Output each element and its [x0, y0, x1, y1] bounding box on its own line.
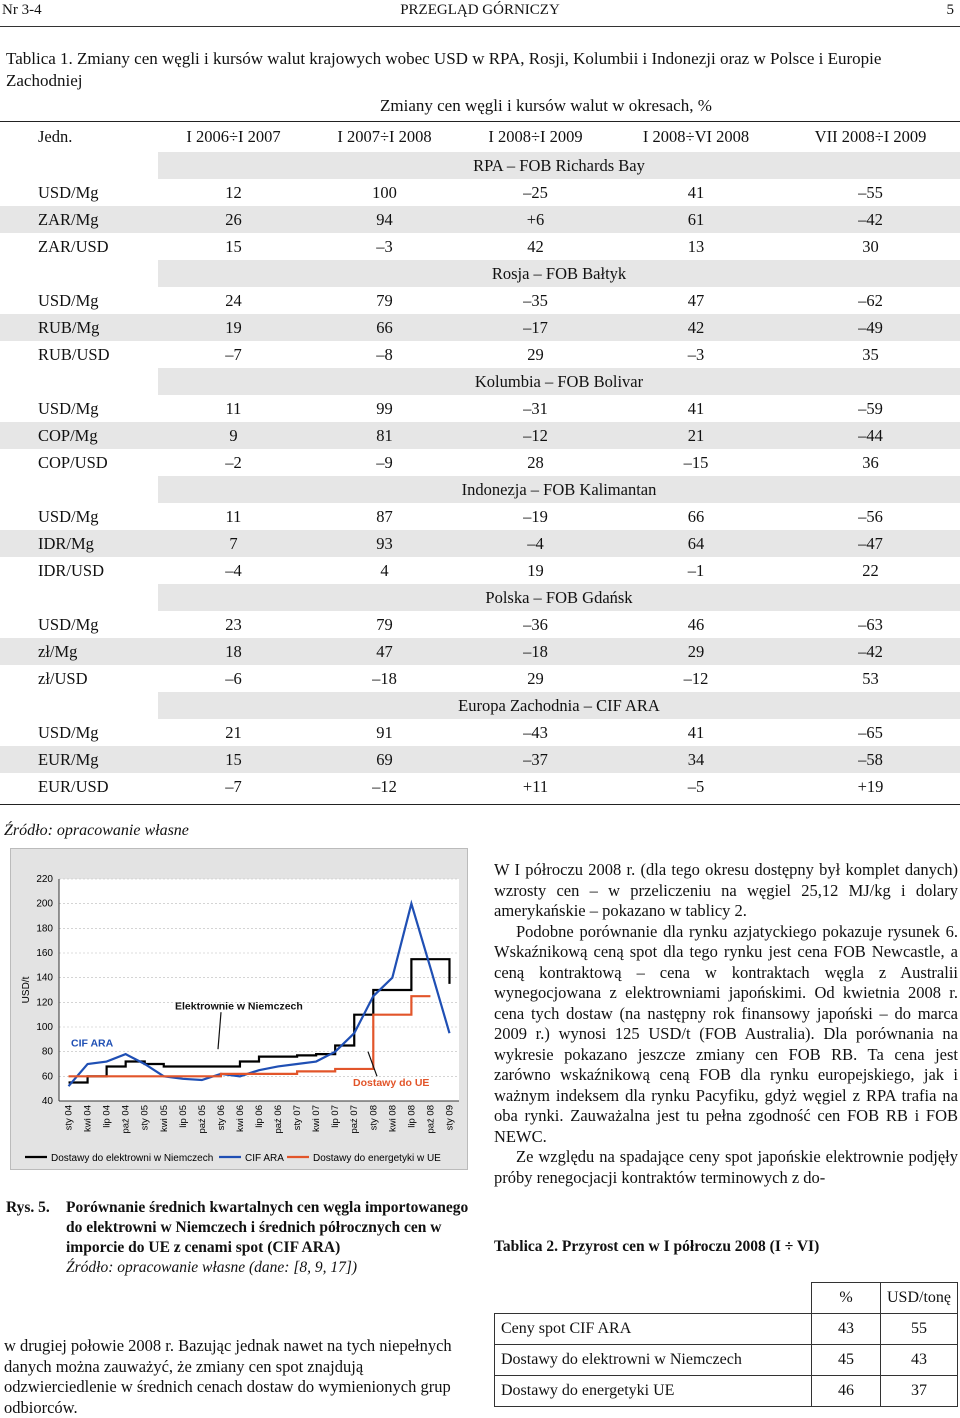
- table1-header-row: [0, 122, 960, 152]
- paragraph: W I półroczu 2008 r. (dla tego okresu dostępny był komplet danych) wzrosty cen – w przeliczeniu na węgiel 25,12 MJ/kg i dolary amerykańskie – pokazano w tablicy 2.: [494, 860, 958, 920]
- section-title: Europa Zachodnia – CIF ARA: [158, 692, 960, 719]
- cell-value: 36: [862, 452, 879, 472]
- section-spacer: [0, 260, 158, 287]
- section-row: [0, 260, 960, 287]
- table2-caption: Tablica 2. Przyrost cen w I półroczu 2008 (I ÷ VI): [494, 1238, 820, 1255]
- row-unit: USD/Mg: [38, 398, 99, 418]
- cell-value: –25: [523, 182, 548, 202]
- cell-value: +19: [857, 776, 884, 796]
- cell-value: –62: [858, 290, 883, 310]
- table2-cell: 43: [881, 1345, 958, 1376]
- cell-value: 64: [611, 530, 781, 557]
- cell-value: 15: [225, 236, 242, 256]
- cell-value: 79: [376, 614, 393, 634]
- x-tick-label: kwi 08: [387, 1105, 399, 1132]
- x-tick-label: paź 06: [273, 1105, 285, 1134]
- cell-value: –59: [858, 398, 883, 418]
- table-row: [0, 530, 960, 557]
- cell-value: 100: [372, 182, 397, 202]
- row-unit: ZAR/USD: [38, 236, 109, 256]
- cell-value: +11: [522, 776, 549, 796]
- row-unit: RUB/Mg: [0, 314, 158, 341]
- column-header: I 2006÷I 2007: [186, 127, 281, 146]
- cell-value: –7: [225, 776, 242, 796]
- x-tick-label: lip 08: [406, 1105, 418, 1128]
- table-row: [0, 746, 960, 773]
- table-row: [0, 287, 960, 314]
- table-row: [0, 422, 960, 449]
- cell-value: 81: [309, 422, 460, 449]
- cell-value: 79: [376, 290, 393, 310]
- y-tick-label: 40: [41, 1096, 53, 1107]
- cell-value: 9: [158, 422, 309, 449]
- cell-value: 47: [687, 290, 705, 310]
- cell-value: 91: [376, 722, 393, 742]
- cell-value: 12: [225, 182, 242, 202]
- cell-value: 30: [862, 236, 879, 256]
- cell-value: 99: [376, 398, 393, 418]
- table-row: [0, 206, 960, 233]
- page-issue: Nr 3-4: [2, 2, 42, 18]
- cell-value: 15: [158, 746, 309, 773]
- x-tick-label: sty 05: [139, 1105, 151, 1131]
- cell-value: 42: [527, 236, 544, 256]
- table2-cell: 43: [812, 1314, 881, 1345]
- section-spacer: [0, 152, 158, 179]
- cell-value: 29: [611, 638, 781, 665]
- cell-value: –31: [523, 398, 548, 418]
- x-tick-label: lip 04: [101, 1105, 113, 1128]
- x-tick-label: sty 04: [63, 1105, 75, 1131]
- row-unit: USD/Mg: [38, 614, 99, 634]
- x-tick-label: sty 09: [444, 1105, 456, 1131]
- cell-value: –17: [460, 314, 611, 341]
- cell-value: –4: [460, 530, 611, 557]
- cell-value: 53: [862, 668, 879, 688]
- x-tick-label: kwi 06: [234, 1105, 246, 1132]
- cell-value: –63: [858, 614, 883, 634]
- section-title: Polska – FOB Gdańsk: [158, 584, 960, 611]
- cell-value: 18: [158, 638, 309, 665]
- left-paragraph: w drugiej połowie 2008 r. Bazując jednak nawet na tych niepełnych danych można zauważyć, że zmiany cen spot znajdują odzwierciedlenie w średnich cenach dostaw do wymienionych grup odbiorców.: [4, 1336, 452, 1417]
- y-tick-label: 140: [36, 972, 53, 984]
- table-row: [0, 233, 960, 260]
- figure-source: Źródło: opracowanie własne (dane: [8, 9, 17]): [66, 1259, 358, 1276]
- cell-value: 21: [225, 722, 242, 742]
- cell-value: –58: [781, 746, 960, 773]
- cell-value: 94: [309, 206, 460, 233]
- cell-value: 41: [687, 182, 705, 202]
- cell-value: –3: [376, 236, 393, 256]
- table2-cell: Dostawy do energetyki UE: [495, 1376, 812, 1407]
- cell-value: 46: [687, 614, 705, 634]
- section-row: [0, 368, 960, 395]
- table-row: [0, 638, 960, 665]
- x-tick-label: paź 08: [425, 1105, 437, 1134]
- y-tick-label: 120: [36, 997, 53, 1009]
- section-row: [0, 584, 960, 611]
- paragraph: Ze względu na spadające ceny spot japońskie elektrownie podjęły próby renegocjacji kontraktów terminowych z do-: [494, 1147, 958, 1187]
- annotation-eu: Dostawy do UE: [353, 1077, 430, 1090]
- row-unit: RUB/USD: [38, 344, 110, 364]
- table-row: [0, 719, 960, 746]
- section-spacer: [0, 692, 158, 719]
- table1-bottom-rule: [0, 804, 960, 805]
- table-row: [0, 557, 960, 584]
- x-tick-label: paź 05: [196, 1105, 208, 1134]
- cell-value: 34: [611, 746, 781, 773]
- cell-value: 29: [527, 668, 544, 688]
- right-column-text: [494, 860, 958, 1188]
- cell-value: –55: [858, 182, 883, 202]
- cell-value: 24: [225, 290, 242, 310]
- cell-value: –15: [683, 452, 709, 472]
- row-unit: EUR/Mg: [0, 746, 158, 773]
- cell-value: 22: [862, 560, 879, 580]
- table2-row: [495, 1314, 958, 1345]
- y-tick-label: 80: [41, 1046, 53, 1058]
- cell-value: 41: [687, 398, 705, 418]
- cell-value: –3: [687, 344, 705, 364]
- section-spacer: [0, 476, 158, 503]
- y-tick-label: 60: [41, 1071, 53, 1083]
- row-unit: ZAR/Mg: [0, 206, 158, 233]
- x-tick-label: sty 08: [368, 1105, 380, 1131]
- cell-value: –49: [781, 314, 960, 341]
- page-number: 5: [946, 2, 954, 18]
- column-header: I 2008÷VI 2008: [642, 127, 750, 146]
- cell-value: –35: [523, 290, 548, 310]
- table1-source: Źródło: opracowanie własne: [4, 822, 189, 839]
- table2-cell: Dostawy do elektrowni w Niemczech: [495, 1345, 812, 1376]
- y-tick-label: 100: [36, 1022, 53, 1033]
- legend-label: Dostawy do elektrowni w Niemczech: [51, 1153, 214, 1164]
- x-tick-label: sty 07: [292, 1105, 304, 1131]
- column-header: VII 2008÷I 2009: [814, 127, 927, 146]
- cell-value: +6: [460, 206, 611, 233]
- chart-canvas: [11, 849, 467, 1169]
- section-title: RPA – FOB Richards Bay: [158, 152, 960, 179]
- cell-value: 4: [380, 560, 389, 580]
- cell-value: –42: [781, 638, 960, 665]
- row-unit: USD/Mg: [38, 722, 99, 742]
- cell-value: –18: [460, 638, 611, 665]
- cell-value: 7: [158, 530, 309, 557]
- cell-value: –42: [781, 206, 960, 233]
- cell-value: –56: [858, 506, 883, 526]
- cell-value: 61: [611, 206, 781, 233]
- table2-cell: 37: [881, 1376, 958, 1407]
- row-unit: zł/USD: [38, 668, 88, 688]
- section-title: Kolumbia – FOB Bolivar: [158, 368, 960, 395]
- cell-value: 66: [309, 314, 460, 341]
- y-tick-label: 180: [36, 923, 53, 935]
- table-row: [0, 449, 960, 476]
- figure-label: Rys. 5.: [6, 1199, 50, 1216]
- x-tick-label: lip 05: [177, 1105, 189, 1128]
- cell-value: 41: [687, 722, 705, 742]
- legend-label: Dostawy do energetyki w UE: [313, 1153, 441, 1164]
- table-row: [0, 341, 960, 368]
- cell-value: –12: [460, 422, 611, 449]
- annotation-cif-ara: CIF ARA: [71, 1037, 114, 1050]
- section-row: [0, 152, 960, 179]
- cell-value: 28: [527, 452, 544, 472]
- row-unit: COP/USD: [38, 452, 108, 472]
- cell-value: 42: [611, 314, 781, 341]
- table2-corner: [495, 1283, 812, 1314]
- cell-value: 69: [309, 746, 460, 773]
- table-row: [0, 395, 960, 422]
- x-tick-label: kwi 04: [82, 1105, 94, 1132]
- cell-value: –37: [460, 746, 611, 773]
- header-rule: [0, 26, 960, 27]
- cell-value: 19: [527, 560, 544, 580]
- table-row: [0, 611, 960, 638]
- row-unit: USD/Mg: [38, 506, 99, 526]
- cell-value: –2: [225, 452, 242, 472]
- price-chart: [10, 848, 468, 1170]
- cell-value: 93: [309, 530, 460, 557]
- table2-cell: 46: [812, 1376, 881, 1407]
- table2-cell: Ceny spot CIF ARA: [495, 1314, 812, 1345]
- cell-value: 13: [687, 236, 705, 256]
- cell-value: –36: [523, 614, 548, 634]
- y-tick-label: 220: [36, 874, 53, 885]
- cell-value: 66: [687, 506, 705, 526]
- x-tick-label: paź 07: [349, 1105, 361, 1134]
- x-tick-label: lip 06: [254, 1105, 265, 1128]
- table2: [494, 1282, 958, 1407]
- legend-label: CIF ARA: [245, 1153, 284, 1164]
- section-row: [0, 692, 960, 719]
- table1-column-group: Zmiany cen węgli i kursów walut w okresach, %: [380, 96, 712, 115]
- cell-value: –19: [523, 506, 548, 526]
- cell-value: 29: [527, 344, 544, 364]
- row-unit: USD/Mg: [38, 182, 99, 202]
- y-tick-label: 160: [36, 948, 53, 959]
- table2-cell: 55: [881, 1314, 958, 1345]
- table2-header: %: [812, 1283, 881, 1314]
- column-header: I 2007÷I 2008: [337, 127, 432, 146]
- cell-value: –12: [372, 776, 397, 796]
- annotation-germany: Elektrownie w Niemczech: [175, 1000, 303, 1013]
- figure-title: Porównanie średnich kwartalnych cen węgla importowanego do elektrowni w Niemczech i średnich półrocznych cen w imporcie do UE z cenami spot (CIF ARA): [66, 1199, 469, 1256]
- cell-value: 26: [158, 206, 309, 233]
- cell-value: –1: [687, 560, 705, 580]
- cell-value: –9: [376, 452, 393, 472]
- cell-value: –6: [225, 668, 242, 688]
- cell-value: –5: [687, 776, 705, 796]
- section-title: Rosja – FOB Bałtyk: [158, 260, 960, 287]
- table1-caption: Tablica 1. Zmiany cen węgli i kursów walut krajowych wobec USD w RPA, Rosji, Kolumbii i Indonezji oraz w Polsce i Europie Zachodniej: [6, 49, 882, 90]
- cell-value: 19: [158, 314, 309, 341]
- table1: [0, 122, 960, 800]
- row-unit: EUR/USD: [38, 776, 109, 796]
- x-tick-label: sty 06: [215, 1105, 227, 1131]
- section-row: [0, 476, 960, 503]
- table-row: [0, 179, 960, 206]
- cell-value: –7: [225, 344, 242, 364]
- cell-value: –43: [523, 722, 548, 742]
- unit-header: Jedn.: [38, 127, 73, 146]
- table-row: [0, 314, 960, 341]
- row-unit: zł/Mg: [0, 638, 158, 665]
- x-tick-label: kwi 05: [158, 1105, 170, 1132]
- table-row: [0, 503, 960, 530]
- row-unit: IDR/Mg: [0, 530, 158, 557]
- section-spacer: [0, 368, 158, 395]
- cell-value: 47: [309, 638, 460, 665]
- cell-value: –44: [781, 422, 960, 449]
- table-row: [0, 665, 960, 692]
- journal-title: PRZEGLĄD GÓRNICZY: [400, 2, 560, 18]
- x-tick-label: paź 04: [120, 1105, 132, 1134]
- y-tick-label: 200: [36, 898, 53, 910]
- column-header: I 2008÷I 2009: [488, 127, 583, 146]
- row-unit: COP/Mg: [0, 422, 158, 449]
- cell-value: 35: [862, 344, 879, 364]
- section-spacer: [0, 584, 158, 611]
- table2-row: [495, 1345, 958, 1376]
- x-tick-label: lip 07: [330, 1105, 342, 1128]
- row-unit: USD/Mg: [38, 290, 99, 310]
- cell-value: –12: [683, 668, 709, 688]
- cell-value: 11: [225, 506, 242, 526]
- cell-value: 23: [225, 614, 242, 634]
- cell-value: 87: [376, 506, 393, 526]
- section-title: Indonezja – FOB Kalimantan: [158, 476, 960, 503]
- x-tick-label: kwi 07: [311, 1105, 323, 1132]
- y-axis-label: USD/t: [21, 976, 32, 1004]
- cell-value: –65: [858, 722, 883, 742]
- cell-value: 11: [225, 398, 242, 418]
- cell-value: –4: [225, 560, 242, 580]
- cell-value: –18: [372, 668, 397, 688]
- paragraph: Podobne porównanie dla rynku azjatyckiego pokazuje rysunek 6. Wskaźnikową ceną spot dla tego rynku jest cena FOB Newcastle, a ceną kontraktową – cena w kontraktach węgla z Australii wynegocjowana z elektrowniami japońskimi. Od kwietnia 2008 r. cena tych dostaw (na następny rok finansowy japoński – do marca 2009 r.) wynosi 125 USD/t (FOB Australia). Dla porównania na wykresie pokazano jeszcze zmiany cen FOB RB. Ta cena jest zarówno wskaźnikową ceną FOB dla rynku europejskiego, jak i ważnym indeksem dla rynku Pacyfiku, gdyż węgiel z RPA trafia na oba rynki. Zauważalna jest tu pełna zgodność cen FOB RB i FOB NEWC.: [494, 921, 958, 1146]
- cell-value: –8: [376, 344, 393, 364]
- table2-cell: 45: [812, 1345, 881, 1376]
- row-unit: IDR/USD: [38, 560, 105, 580]
- table2-row: [495, 1376, 958, 1407]
- cell-value: –47: [781, 530, 960, 557]
- table2-header: USD/tonę: [881, 1283, 958, 1314]
- table-row: [0, 773, 960, 800]
- cell-value: 21: [611, 422, 781, 449]
